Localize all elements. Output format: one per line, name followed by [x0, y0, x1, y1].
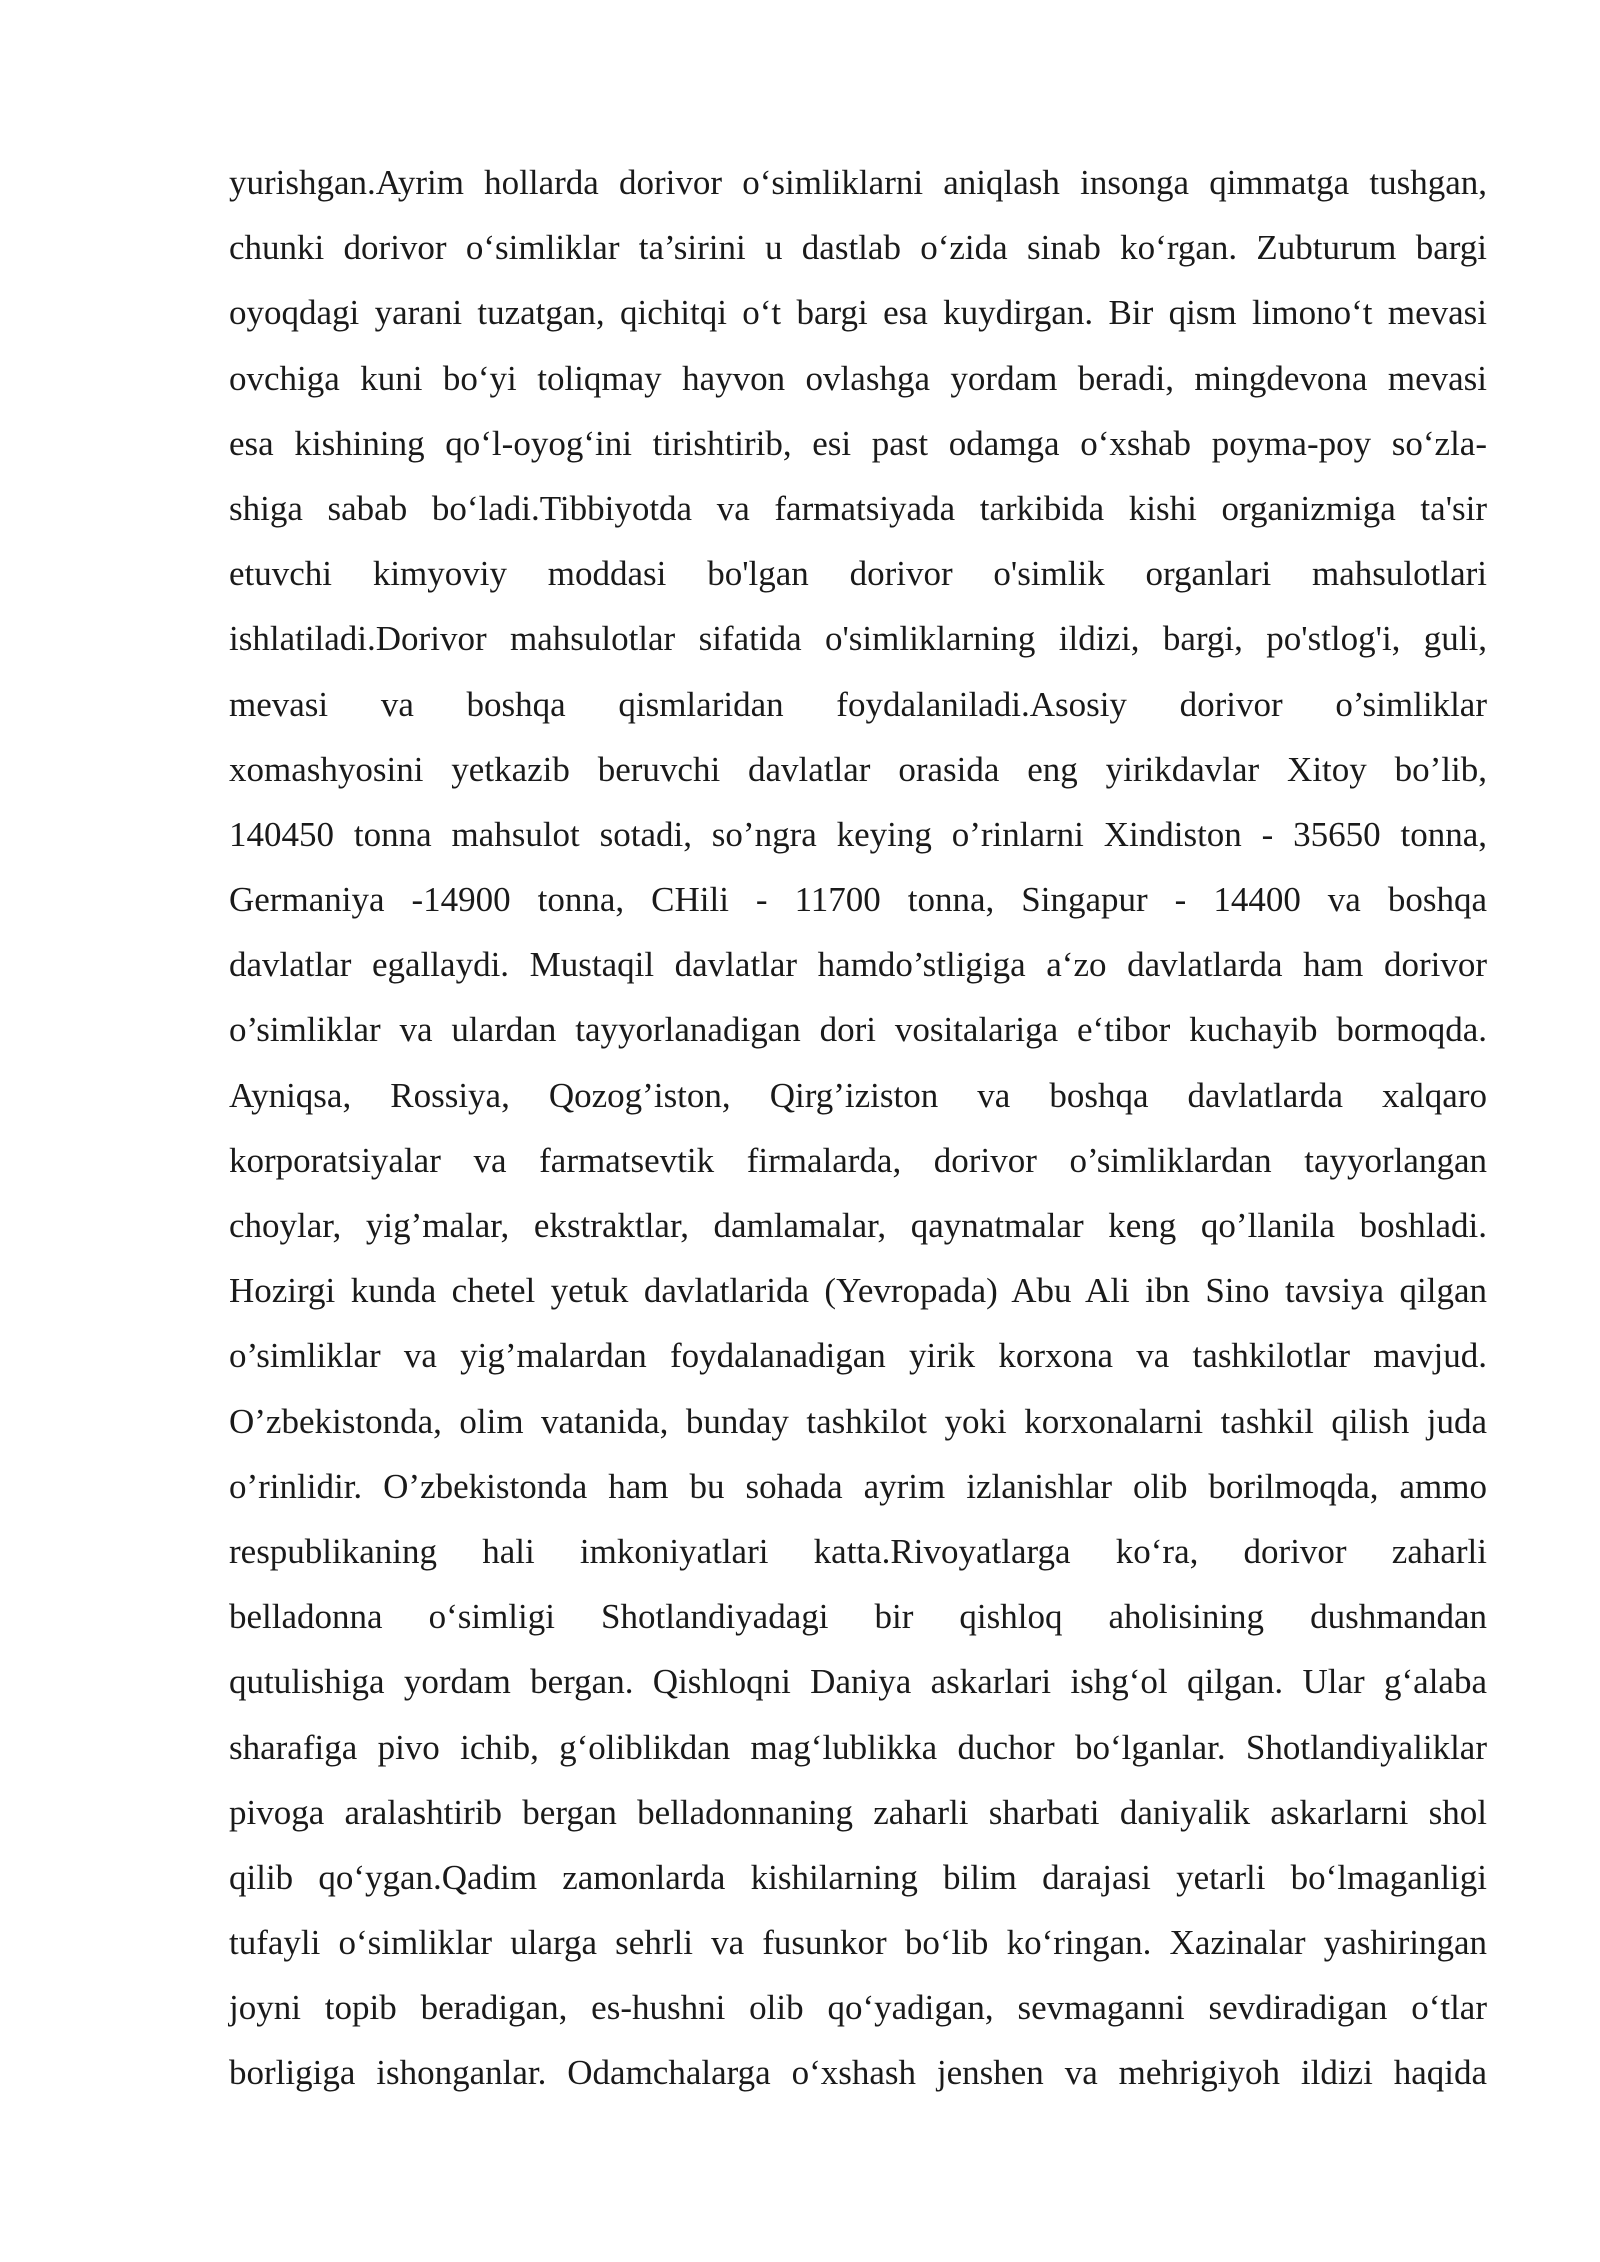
text-line-9: mevasi va boshqa qismlaridan foydalaniladi.Asosiy dorivor o’simliklar: [229, 684, 1487, 724]
text-line-24: qutulishiga yordam bergan. Qishloqni Daniya askarlari ishg‘ol qilgan. Ular g‘alaba: [229, 1662, 1487, 1702]
text-line-19: o’simliklar va yig’malardan foydalanadigan yirik korxona va tashkilotlar mavjud.: [229, 1336, 1487, 1376]
text-line-1: yurishgan.Ayrim hollarda dorivor o‘simliklarni aniqlash insonga qimmatga tushgan,: [229, 163, 1487, 202]
text-line-25: sharafiga pivo ichib, g‘oliblikdan mag‘lublikka duchor bo‘lganlar. Shotlandiyaliklar: [229, 1727, 1487, 1767]
text-line-4: ovchiga kuni bo‘yi toliqmay hayvon ovlashga yordam beradi, mingdevona mevasi: [229, 358, 1487, 398]
text-line-6: shiga sabab bo‘ladi.Tibbiyotda va farmatsiyada tarkibida kishi organizmiga ta'sir: [229, 488, 1487, 528]
text-line-16: korporatsiyalar va farmatsevtik firmalarda, dorivor o’simliklardan tayyorlangan: [229, 1140, 1487, 1180]
text-line-22: respublikaning hali imkoniyatlari katta.Rivoyatlarga ko‘ra, dorivor zaharli: [229, 1531, 1487, 1571]
text-line-14: o’simliklar va ulardan tayyorlanadigan dori vositalariga e‘tibor kuchayib bormoqda.: [229, 1010, 1487, 1050]
text-line-29: joyni topib beradigan, es-hushni olib qo‘yadigan, sevmaganni sevdiradigan o‘tlar: [229, 1988, 1487, 2028]
text-line-30: borligiga ishonganlar. Odamchalarga o‘xshash jenshen va mehrigiyoh ildizi haqida: [229, 2053, 1487, 2093]
text-line-10: xomashyosini yetkazib beruvchi davlatlar orasida eng yirikdavlar Xitoy bo’lib,: [229, 749, 1487, 789]
text-line-2: chunki dorivor o‘simliklar ta’sirini u dastlab o‘zida sinab ko‘rgan. Zubturum bargi: [229, 228, 1487, 268]
text-line-21: o’rinlidir. O’zbekistonda ham bu sohada ayrim izlanishlar olib borilmoqda, ammo: [229, 1466, 1487, 1506]
text-line-8: ishlatiladi.Dorivor mahsulotlar sifatida o'simliklarning ildizi, bargi, po'stlog'i, guli,: [229, 619, 1487, 659]
text-line-20: O’zbekistonda, olim vatanida, bunday tashkilot yoki korxonalarni tashkil qilish juda: [229, 1401, 1487, 1441]
text-line-11: 140450 tonna mahsulot sotadi, so’ngra keying o’rinlarni Xindiston - 35650 tonna,: [229, 814, 1487, 854]
text-line-15: Ayniqsa, Rossiya, Qozog’iston, Qirg’iziston va boshqa davlatlarda xalqaro: [229, 1075, 1487, 1115]
text-line-5: esa kishining qo‘l-oyog‘ini tirishtirib, esi past odamga o‘xshab poyma-poy so‘zla-: [229, 423, 1487, 463]
body-text: [229, 150, 1487, 2106]
text-line-26: pivoga aralashtirib bergan belladonnaning zaharli sharbati daniyalik askarlarni shol: [229, 1792, 1487, 1832]
text-line-7: etuvchi kimyoviy moddasi bo'lgan dorivor o'simlik organlari mahsulotlari: [229, 554, 1487, 594]
text-line-23: belladonna o‘simligi Shotlandiyadagi bir qishloq aholisining dushmandan: [229, 1597, 1487, 1637]
text-line-3: oyoqdagi yarani tuzatgan, qichitqi o‘t bargi esa kuydirgan. Bir qism limono‘t mevasi: [229, 293, 1487, 333]
text-line-28: tufayli o‘simliklar ularga sehrli va fusunkor bo‘lib ko‘ringan. Xazinalar yashiringan: [229, 1923, 1487, 1963]
text-line-18: Hozirgi kunda chetel yetuk davlatlarida (Yevropada) Abu Ali ibn Sino tavsiya qilgan: [229, 1271, 1487, 1311]
text-line-13: davlatlar egallaydi. Mustaqil davlatlar hamdo’stligiga a‘zo davlatlarda ham dorivor: [229, 945, 1487, 985]
text-line-27: qilib qo‘ygan.Qadim zamonlarda kishilarning bilim darajasi yetarli bo‘lmaganligi: [229, 1857, 1487, 1897]
text-line-12: Germaniya -14900 tonna, CHili - 11700 tonna, Singapur - 14400 va boshqa: [229, 880, 1487, 920]
text-line-17: choylar, yig’malar, ekstraktlar, damlamalar, qaynatmalar keng qo’llanila boshladi.: [229, 1206, 1487, 1245]
